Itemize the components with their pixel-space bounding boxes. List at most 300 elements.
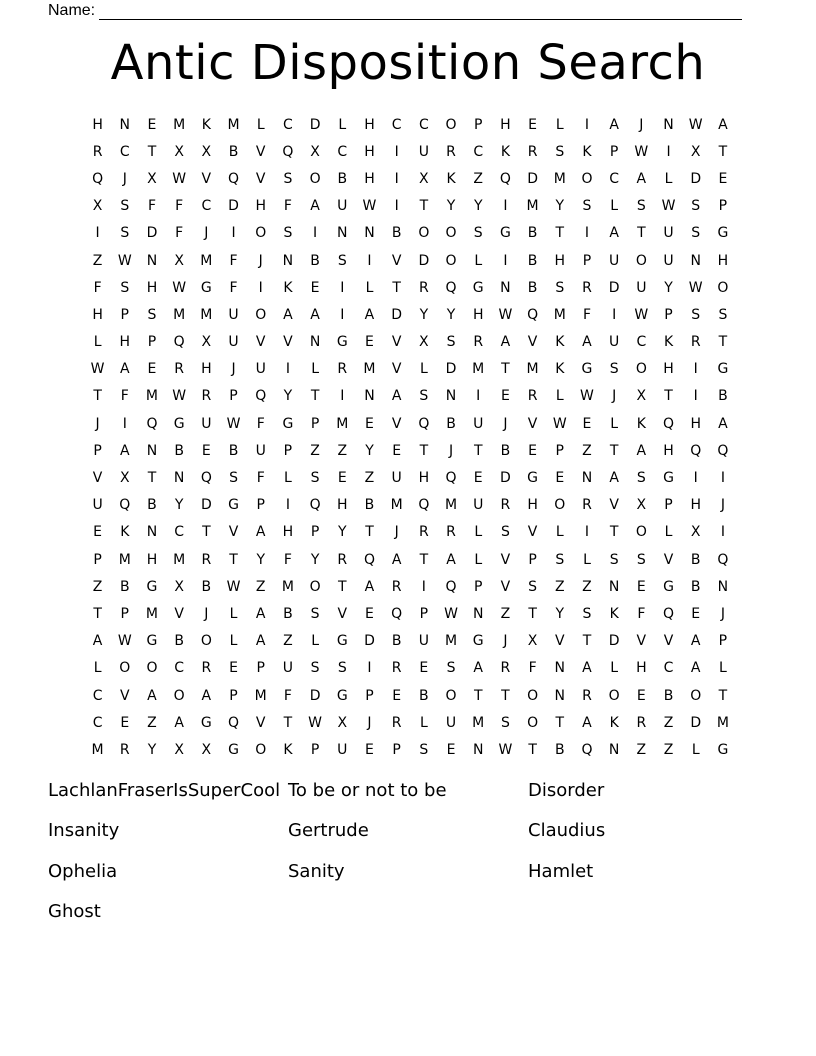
grid-cell[interactable]: B [364,497,375,514]
grid-cell[interactable]: G [336,687,348,704]
grid-cell[interactable]: X [201,143,212,160]
grid-cell[interactable]: S [120,225,130,242]
grid-cell[interactable]: Y [664,279,673,296]
grid-cell[interactable]: J [204,605,209,622]
letter-grid[interactable] [84,111,737,764]
grid-cell[interactable]: Z [554,578,565,595]
grid-cell[interactable]: P [229,388,238,405]
grid-cell[interactable]: E [691,605,701,622]
grid-cell[interactable]: I [394,170,399,187]
grid-cell[interactable]: T [501,687,510,704]
grid-cell[interactable]: V [174,605,184,622]
grid-cell[interactable]: N [663,116,674,133]
grid-cell[interactable]: S [636,551,646,568]
grid-cell[interactable]: U [337,198,348,215]
grid-cell[interactable]: N [309,334,321,351]
grid-cell[interactable]: M [145,605,159,622]
grid-cell[interactable]: W [90,361,105,378]
grid-cell[interactable]: R [446,143,456,160]
grid-cell[interactable]: K [446,170,456,187]
grid-cell[interactable]: L [474,551,483,568]
grid-cell[interactable]: R [391,660,402,677]
grid-cell[interactable]: S [718,306,728,323]
grid-cell[interactable]: K [636,415,646,432]
grid-cell[interactable]: N [445,388,457,405]
grid-cell[interactable]: Y [147,741,157,758]
grid-cell[interactable]: R [174,361,185,378]
grid-cell[interactable]: V [391,334,402,351]
grid-cell[interactable]: N [581,470,593,487]
grid-cell[interactable]: P [555,442,564,459]
grid-cell[interactable]: L [93,334,102,351]
grid-cell[interactable]: U [282,660,294,677]
grid-cell[interactable]: F [175,198,184,215]
grid-cell[interactable]: P [310,741,320,758]
grid-cell[interactable]: A [473,660,483,677]
grid-cell[interactable]: S [691,225,701,242]
grid-cell[interactable]: M [118,551,131,568]
grid-cell[interactable]: I [122,415,127,432]
grid-cell[interactable]: C [663,660,674,677]
grid-cell[interactable]: S [283,170,293,187]
grid-cell[interactable]: D [690,170,702,187]
grid-cell[interactable]: G [717,225,729,242]
grid-cell[interactable]: O [635,361,647,378]
grid-cell[interactable]: H [255,198,266,215]
grid-cell[interactable]: I [285,361,290,378]
grid-cell[interactable]: Z [92,578,103,595]
grid-cell[interactable]: I [394,143,399,160]
grid-cell[interactable]: S [691,306,701,323]
grid-cell[interactable]: D [200,497,212,514]
grid-cell[interactable]: A [174,714,184,731]
grid-cell[interactable]: M [227,116,240,133]
grid-cell[interactable]: O [309,170,321,187]
grid-cell[interactable]: K [663,334,674,351]
grid-cell[interactable]: U [92,497,103,514]
grid-cell[interactable]: L [419,714,428,731]
grid-cell[interactable]: J [394,524,399,541]
grid-cell[interactable]: S [120,198,130,215]
grid-cell[interactable]: P [528,551,537,568]
grid-cell[interactable]: B [147,497,157,514]
grid-cell[interactable]: Q [418,497,430,514]
grid-cell[interactable]: E [582,415,592,432]
grid-cell[interactable]: C [609,170,620,187]
grid-cell[interactable]: H [119,334,131,351]
grid-cell[interactable]: H [636,660,647,677]
grid-cell[interactable]: R [582,279,592,296]
grid-cell[interactable]: V [391,415,402,432]
grid-cell[interactable]: I [258,279,263,296]
grid-cell[interactable]: Q [255,388,267,405]
grid-cell[interactable]: I [340,306,345,323]
grid-cell[interactable]: G [499,225,511,242]
grid-cell[interactable]: N [282,252,294,269]
grid-cell[interactable]: F [229,279,238,296]
grid-cell[interactable]: X [419,334,429,351]
grid-cell[interactable]: T [147,143,157,160]
grid-cell[interactable]: H [418,470,430,487]
grid-cell[interactable]: S [446,334,456,351]
grid-cell[interactable]: L [365,279,374,296]
grid-cell[interactable]: U [418,633,429,650]
grid-cell[interactable]: I [584,524,590,541]
grid-cell[interactable]: L [664,524,673,541]
grid-cell[interactable]: A [201,687,212,704]
grid-cell[interactable]: S [500,714,510,731]
grid-cell[interactable]: B [690,551,701,568]
grid-cell[interactable]: Y [338,524,347,541]
grid-cell[interactable]: E [473,470,483,487]
grid-cell[interactable]: Q [228,170,240,187]
grid-cell[interactable]: F [256,415,265,432]
grid-cell[interactable]: K [120,524,130,541]
grid-cell[interactable]: N [472,605,484,622]
grid-cell[interactable]: K [283,279,293,296]
grid-cell[interactable]: Y [555,605,565,622]
grid-cell[interactable]: I [95,225,100,242]
grid-cell[interactable]: S [419,741,429,758]
grid-cell[interactable]: X [201,334,212,351]
grid-cell[interactable]: W [688,116,703,133]
grid-cell[interactable]: P [718,633,728,650]
grid-cell[interactable]: T [555,714,565,731]
grid-cell[interactable]: T [718,334,728,351]
grid-cell[interactable]: A [690,660,701,677]
grid-cell[interactable]: A [446,551,456,568]
grid-cell[interactable]: H [472,306,484,323]
grid-cell[interactable]: H [146,279,158,296]
grid-cell[interactable]: L [610,660,619,677]
grid-cell[interactable]: F [120,388,129,405]
grid-cell[interactable]: Q [445,470,457,487]
grid-cell[interactable]: E [718,170,728,187]
grid-cell[interactable]: M [145,388,159,405]
grid-cell[interactable]: I [340,388,345,405]
grid-cell[interactable]: Y [446,198,456,215]
grid-cell[interactable]: E [636,578,646,595]
grid-cell[interactable]: E [365,741,374,758]
grid-cell[interactable]: P [365,687,374,704]
grid-cell[interactable]: D [500,470,511,487]
grid-cell[interactable]: I [693,470,698,487]
grid-cell[interactable]: C [418,116,429,133]
grid-cell[interactable]: E [201,442,211,459]
grid-cell[interactable]: M [173,306,186,323]
grid-cell[interactable]: I [394,198,399,215]
grid-cell[interactable]: M [254,687,267,704]
grid-cell[interactable]: N [364,225,375,242]
grid-cell[interactable]: Q [363,551,375,568]
grid-cell[interactable]: J [720,605,725,622]
grid-cell[interactable]: Z [473,170,484,187]
grid-cell[interactable]: A [636,442,647,459]
grid-cell[interactable]: I [476,388,481,405]
grid-cell[interactable]: D [228,198,239,215]
grid-cell[interactable]: C [201,198,212,215]
grid-cell[interactable]: B [228,143,239,160]
grid-cell[interactable]: G [581,361,593,378]
grid-cell[interactable]: N [690,252,701,269]
grid-cell[interactable]: A [500,334,511,351]
grid-cell[interactable]: U [609,252,620,269]
grid-cell[interactable]: V [663,551,674,568]
grid-cell[interactable]: F [637,605,646,622]
grid-cell[interactable]: S [120,279,130,296]
grid-cell[interactable]: A [310,198,320,215]
grid-cell[interactable]: S [555,279,565,296]
grid-cell[interactable]: T [473,687,483,704]
grid-cell[interactable]: L [719,660,727,677]
grid-cell[interactable]: T [202,524,211,541]
grid-cell[interactable]: L [555,388,564,405]
grid-cell[interactable]: T [93,605,102,622]
grid-cell[interactable]: O [635,252,647,269]
grid-cell[interactable]: V [255,170,266,187]
grid-cell[interactable]: S [555,143,565,160]
grid-cell[interactable]: G [336,633,348,650]
grid-cell[interactable]: H [201,361,212,378]
grid-cell[interactable]: S [310,660,320,677]
grid-cell[interactable]: P [229,687,238,704]
grid-cell[interactable]: G [472,633,484,650]
grid-cell[interactable]: G [146,633,158,650]
grid-cell[interactable]: A [364,306,375,323]
grid-cell[interactable]: O [527,687,539,704]
grid-cell[interactable]: A [582,660,592,677]
grid-cell[interactable]: Z [500,605,511,622]
grid-cell[interactable]: W [552,415,567,432]
grid-cell[interactable]: C [174,524,185,541]
grid-cell[interactable]: T [609,524,619,541]
grid-cell[interactable]: S [419,388,429,405]
grid-cell[interactable]: L [229,605,238,622]
grid-cell[interactable]: A [255,633,266,650]
grid-cell[interactable]: A [690,633,701,650]
grid-cell[interactable]: L [284,470,292,487]
grid-cell[interactable]: I [720,524,725,541]
grid-cell[interactable]: G [717,741,729,758]
grid-cell[interactable]: L [311,361,319,378]
grid-cell[interactable]: V [554,633,565,650]
grid-cell[interactable]: F [175,225,184,242]
grid-cell[interactable]: G [200,279,212,296]
grid-cell[interactable]: L [691,741,700,758]
grid-cell[interactable]: I [421,578,426,595]
grid-cell[interactable]: L [311,633,319,650]
grid-cell[interactable]: R [418,279,429,296]
grid-cell[interactable]: X [310,143,320,160]
grid-cell[interactable]: M [472,361,485,378]
grid-cell[interactable]: T [609,442,619,459]
grid-cell[interactable]: I [285,497,290,514]
grid-cell[interactable]: H [337,497,348,514]
grid-cell[interactable]: A [310,306,320,323]
grid-cell[interactable]: T [229,551,238,568]
grid-cell[interactable]: S [147,306,157,323]
grid-cell[interactable]: T [473,442,483,459]
grid-cell[interactable]: T [582,633,592,650]
grid-cell[interactable]: A [609,470,619,487]
grid-cell[interactable]: V [500,578,511,595]
grid-cell[interactable]: N [173,470,185,487]
grid-cell[interactable]: O [255,306,267,323]
grid-cell[interactable]: R [446,524,456,541]
grid-cell[interactable]: G [173,415,185,432]
grid-cell[interactable]: X [147,170,157,187]
grid-cell[interactable]: B [174,633,184,650]
grid-cell[interactable]: W [580,388,594,405]
grid-cell[interactable]: V [527,334,538,351]
grid-cell[interactable]: K [609,605,619,622]
grid-cell[interactable]: L [474,252,483,269]
grid-cell[interactable]: S [473,225,483,242]
grid-cell[interactable]: D [391,306,403,323]
grid-cell[interactable]: S [582,198,592,215]
grid-cell[interactable]: W [172,388,187,405]
grid-cell[interactable]: V [283,334,293,351]
grid-cell[interactable]: C [636,334,647,351]
grid-cell[interactable]: A [391,388,402,405]
grid-cell[interactable]: E [528,442,538,459]
grid-cell[interactable]: T [528,741,537,758]
grid-cell[interactable]: H [663,361,674,378]
grid-cell[interactable]: I [666,143,671,160]
grid-cell[interactable]: W [308,714,323,731]
grid-cell[interactable]: W [362,198,377,215]
grid-cell[interactable]: W [688,279,703,296]
grid-cell[interactable]: O [418,225,430,242]
grid-cell[interactable]: Q [663,415,675,432]
grid-cell[interactable]: B [663,687,674,704]
grid-cell[interactable]: M [91,741,104,758]
grid-cell[interactable]: T [419,442,429,459]
grid-cell[interactable]: O [119,660,131,677]
grid-cell[interactable]: W [444,605,458,622]
grid-cell[interactable]: E [392,687,402,704]
grid-cell[interactable]: J [503,633,508,650]
grid-cell[interactable]: G [146,578,158,595]
grid-cell[interactable]: N [337,225,348,242]
grid-cell[interactable]: B [310,252,320,269]
grid-cell[interactable]: O [690,687,702,704]
grid-cell[interactable]: Q [119,497,131,514]
grid-cell[interactable]: S [283,225,293,242]
grid-cell[interactable]: F [147,198,156,215]
grid-cell[interactable]: W [634,306,649,323]
grid-cell[interactable]: D [146,225,158,242]
grid-cell[interactable]: E [555,470,565,487]
grid-cell[interactable]: T [555,225,565,242]
grid-cell[interactable]: O [581,170,593,187]
grid-cell[interactable]: P [120,605,129,622]
grid-cell[interactable]: M [173,116,186,133]
grid-cell[interactable]: J [204,225,209,242]
grid-cell[interactable]: L [664,170,673,187]
grid-cell[interactable]: T [338,578,347,595]
grid-cell[interactable]: U [473,415,484,432]
grid-cell[interactable]: X [419,170,429,187]
grid-cell[interactable]: L [610,198,619,215]
grid-cell[interactable]: T [637,225,646,242]
grid-cell[interactable]: S [500,524,510,541]
grid-cell[interactable]: Y [473,198,483,215]
grid-cell[interactable]: T [528,605,537,622]
grid-cell[interactable]: A [582,714,592,731]
grid-cell[interactable]: I [367,660,372,677]
grid-cell[interactable]: O [635,524,647,541]
grid-cell[interactable]: A [147,687,157,704]
grid-cell[interactable]: L [229,633,238,650]
grid-cell[interactable]: V [663,633,674,650]
grid-cell[interactable]: F [283,687,292,704]
grid-cell[interactable]: A [255,605,266,622]
grid-cell[interactable]: N [119,116,131,133]
grid-cell[interactable]: O [445,252,457,269]
grid-cell[interactable]: S [582,605,592,622]
grid-cell[interactable]: J [258,252,263,269]
grid-cell[interactable]: P [718,198,728,215]
grid-cell[interactable]: S [337,660,347,677]
grid-cell[interactable]: C [174,660,185,677]
grid-cell[interactable]: M [173,551,186,568]
grid-cell[interactable]: A [718,116,728,133]
grid-cell[interactable]: A [119,442,130,459]
grid-cell[interactable]: R [636,714,647,731]
grid-cell[interactable]: L [610,415,619,432]
grid-cell[interactable]: A [283,306,293,323]
grid-cell[interactable]: W [498,741,513,758]
grid-cell[interactable]: V [391,361,402,378]
grid-cell[interactable]: H [554,252,566,269]
grid-cell[interactable]: Q [445,578,457,595]
grid-cell[interactable]: Y [310,551,320,568]
grid-cell[interactable]: C [92,687,103,704]
grid-cell[interactable]: B [391,225,402,242]
grid-cell[interactable]: L [419,361,428,378]
grid-cell[interactable]: R [337,551,348,568]
grid-cell[interactable]: N [472,741,484,758]
grid-cell[interactable]: B [690,578,701,595]
grid-cell[interactable]: B [337,170,348,187]
grid-cell[interactable]: E [310,279,320,296]
grid-cell[interactable]: K [609,714,619,731]
grid-cell[interactable]: O [445,687,457,704]
grid-cell[interactable]: Q [663,605,675,622]
grid-cell[interactable]: V [527,524,538,541]
grid-cell[interactable]: C [473,143,484,160]
grid-cell[interactable]: G [663,470,674,487]
grid-cell[interactable]: D [445,361,457,378]
grid-cell[interactable]: O [255,225,267,242]
grid-cell[interactable]: M [281,578,294,595]
grid-cell[interactable]: I [612,306,617,323]
grid-cell[interactable]: O [146,660,158,677]
grid-cell[interactable]: J [448,442,454,459]
grid-cell[interactable]: I [503,198,508,215]
grid-cell[interactable]: S [229,470,238,487]
grid-cell[interactable]: V [255,714,266,731]
grid-cell[interactable]: L [583,551,591,568]
grid-cell[interactable]: G [472,279,484,296]
grid-cell[interactable]: R [500,497,511,514]
grid-cell[interactable]: R [473,334,484,351]
grid-cell[interactable]: G [663,578,674,595]
grid-cell[interactable]: Q [200,470,212,487]
grid-cell[interactable]: B [174,442,184,459]
grid-cell[interactable]: Q [146,415,158,432]
